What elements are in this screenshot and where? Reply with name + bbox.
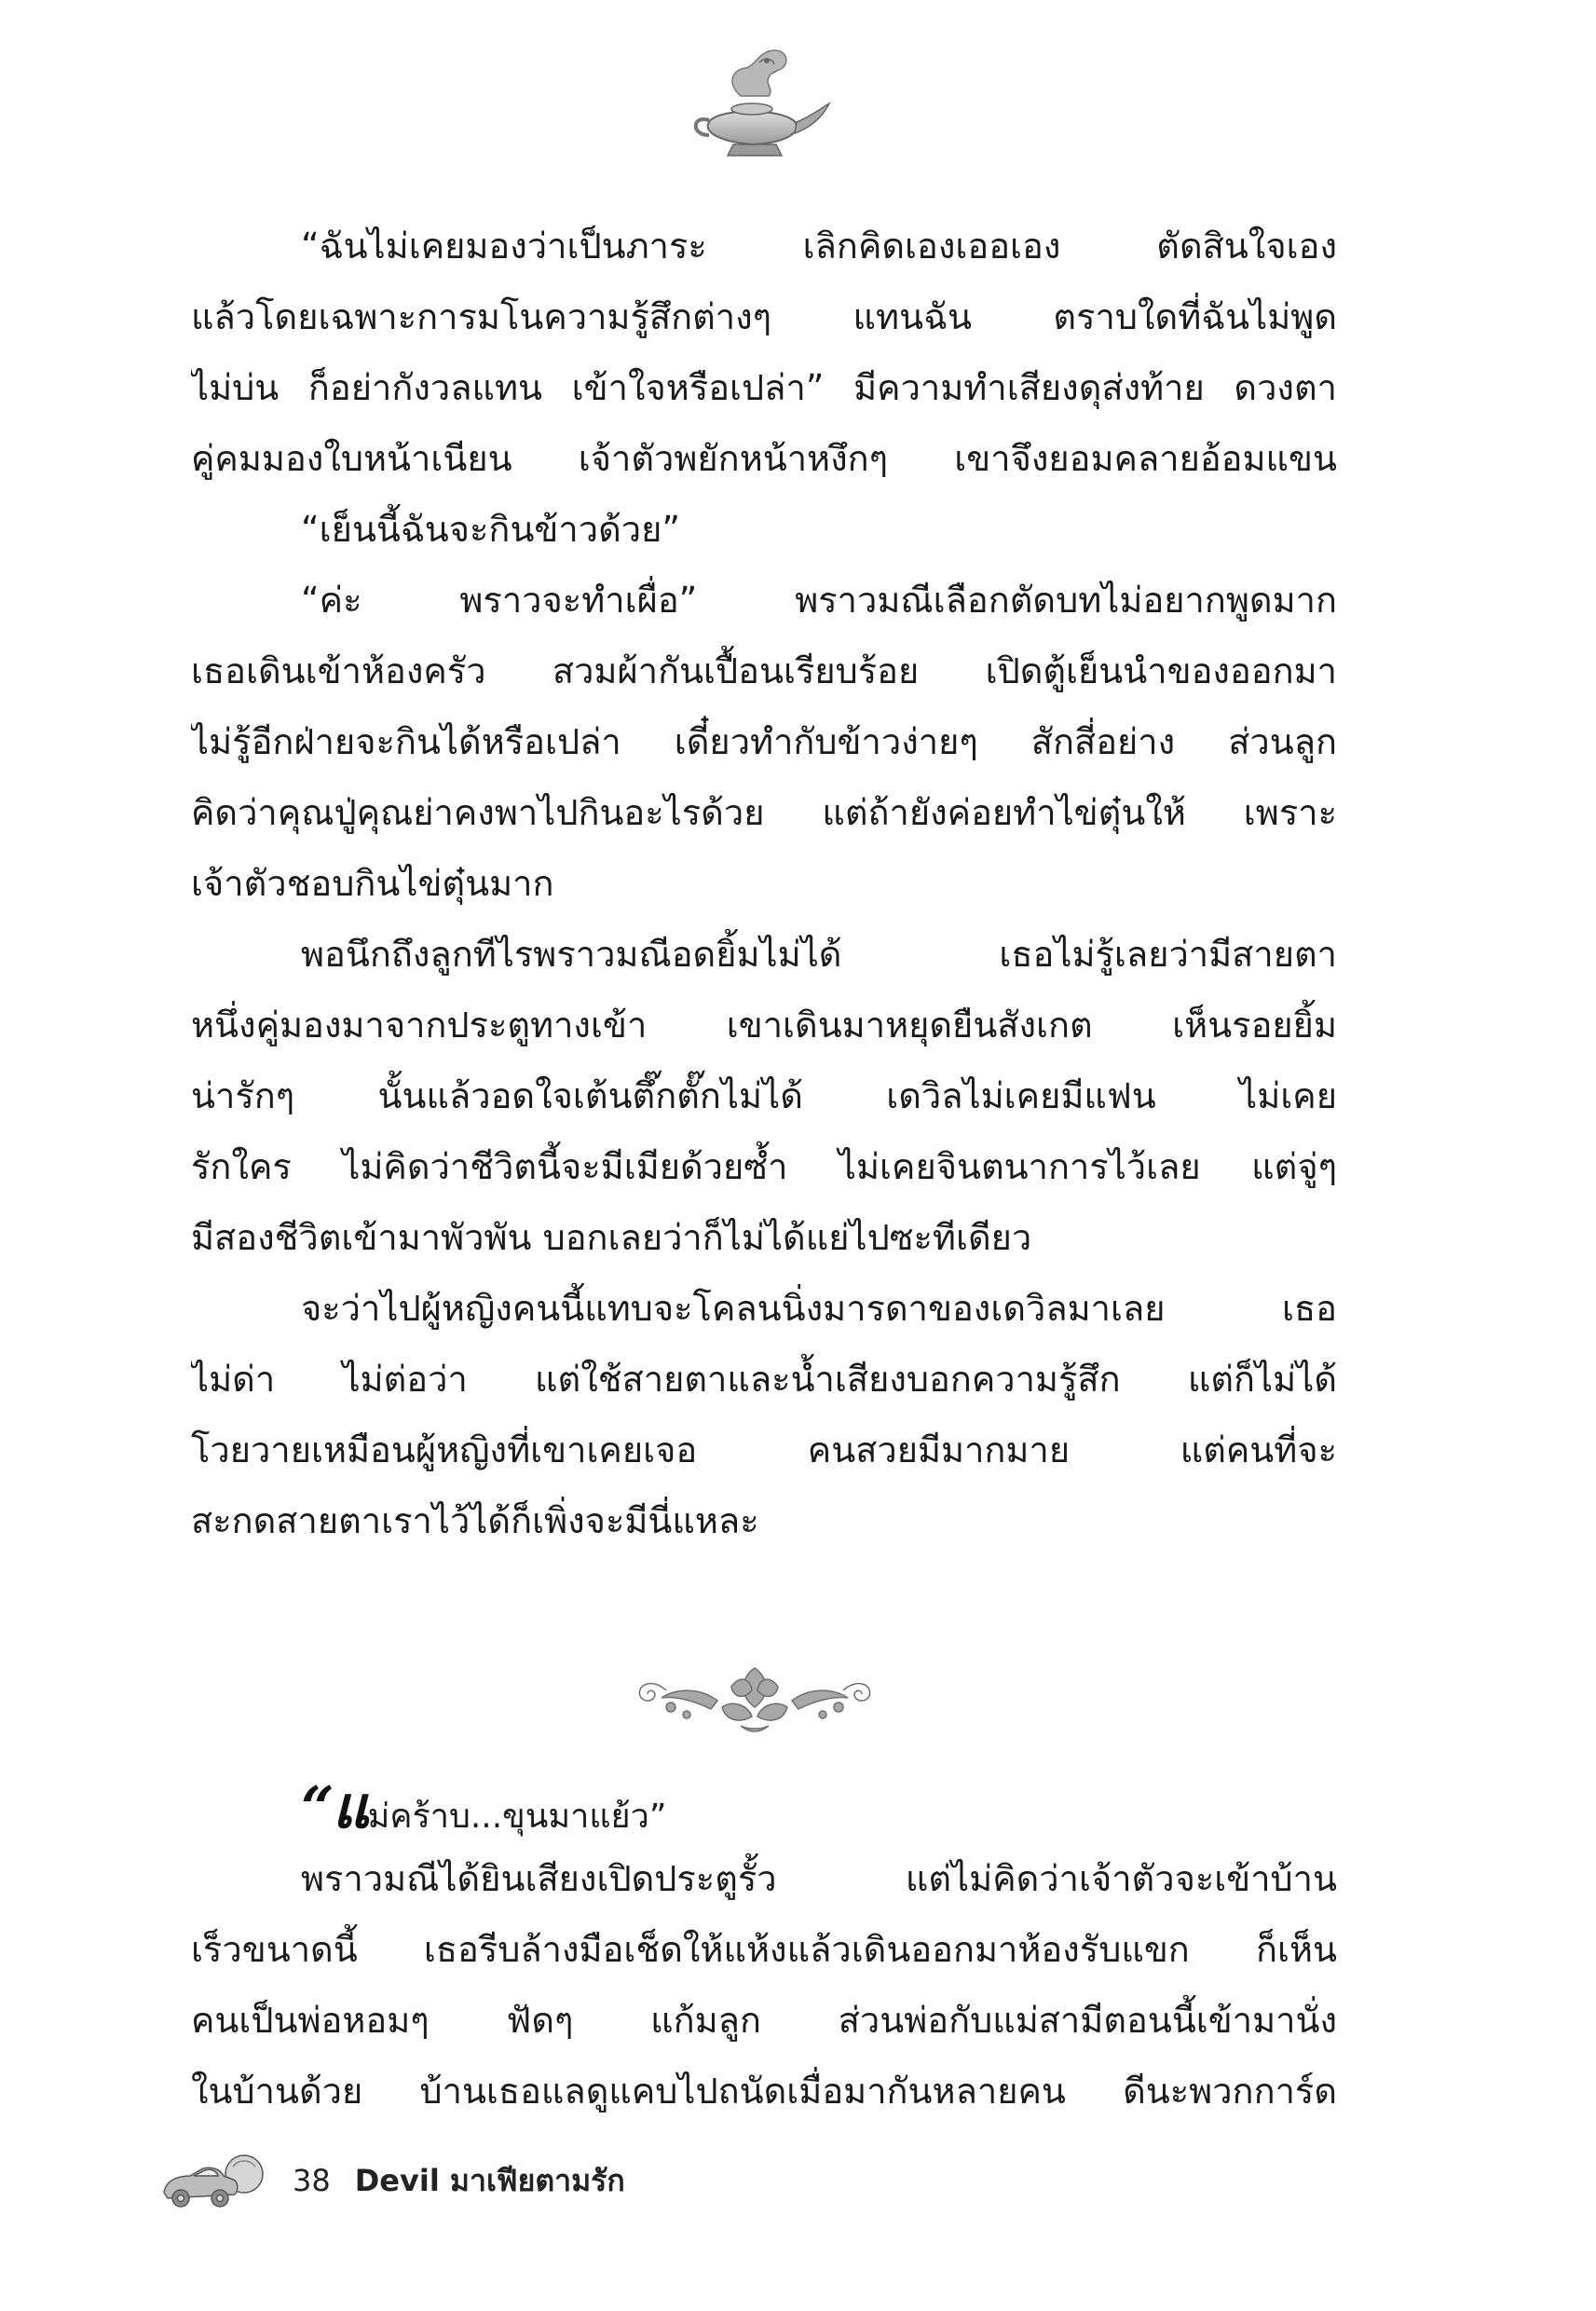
section-2-first-line <box>301 1766 667 1850</box>
section-1-text <box>191 211 1337 1556</box>
paragraph-line: หนึ่งคู่มองมาจากประตูทางเข้า เขาเดินมาหยุดยืนสังเกต เห็นรอยยิ้ม <box>191 1005 1337 1046</box>
drop-cap: “แ <box>301 1773 368 1841</box>
page-number: 38 <box>293 2163 331 2198</box>
paragraph-line: ไม่บ่น ก็อย่ากังวลแทน เข้าใจหรือเปล่า” มีความทำเสียงดุส่งท้าย ดวงตา <box>191 367 1337 408</box>
paragraph-line: ในบ้านด้วย บ้านเธอแลดูแคบไปถนัดเมื่อมากันหลายคน ดีนะพวกการ์ด <box>191 2071 1337 2112</box>
paragraph-line: เร็วขนาดนี้ เธอรีบล้างมือเช็ดให้แห้งแล้วเดินออกมาห้องรับแขก ก็เห็น <box>191 1929 1337 1970</box>
paragraph-line: โวยวายเหมือนผู้หญิงที่เขาเคยเจอ คนสวยมีมากมาย แต่คนที่จะ <box>191 1429 1337 1470</box>
page-footer <box>158 2143 625 2218</box>
paragraph-line: พราวมณีได้ยินเสียงเปิดประตูรั้ว แต่ไม่คิดว่าเจ้าตัวจะเข้าบ้าน <box>301 1858 1337 1899</box>
paragraph-line: น่ารักๆ นั้นแล้วอดใจเต้นตึ๊กตั๊กไม่ได้ เดวิลไม่เคยมีแฟน ไม่เคย <box>191 1075 1337 1116</box>
paragraph-line: คู่คมมองใบหน้าเนียน เจ้าตัวพยักหน้าหงึกๆ เขาจึงยอมคลายอ้อมแขน <box>191 438 1337 479</box>
paragraph-line: “เย็นนี้ฉันจะกินข้าวด้วย” <box>301 509 681 550</box>
floral-divider-icon <box>629 1649 880 1743</box>
paragraph-line: สะกดสายตาเราไว้ได้ก็เพิ่งจะมีนี่แหละ <box>191 1500 759 1541</box>
paragraph-line: เจ้าตัวชอบกินไข่ตุ๋นมาก <box>191 863 554 904</box>
paragraph-line: มีสองชีวิตเข้ามาพัวพัน บอกเลยว่าก็ไม่ได้แย่ไปซะทีเดียว <box>191 1217 1032 1258</box>
paragraph-line: ไม่รู้อีกฝ่ายจะกินได้หรือเปล่า เดี๋ยวทำกับข้าวง่ายๆ สักสี่อย่าง ส่วนลูก <box>191 721 1337 762</box>
paragraph-line: เธอเดินเข้าห้องครัว สวมผ้ากันเปื้อนเรียบร้อย เปิดตู้เย็นนำของออกมา <box>191 650 1337 691</box>
paragraph-line: ไม่ด่า ไม่ต่อว่า แต่ใช้สายตาและน้ำเสียงบอกความรู้สึก แต่ก็ไม่ได้ <box>191 1359 1337 1400</box>
paragraph-line: รักใคร ไม่คิดว่าชีวิตนี้จะมีเมียด้วยซ้ำ ไม่เคยจินตนาการไว้เลย แต่จู่ๆ <box>191 1146 1337 1187</box>
paragraph-line: “ค่ะ พราวจะทำเผื่อ” พราวมณีเลือกตัดบทไม่อยากพูดมาก <box>301 580 1337 621</box>
paragraph-line: แล้วโดยเฉพาะการมโนความรู้สึกต่างๆ แทนฉัน ตราบใดที่ฉันไม่พูด <box>191 296 1337 337</box>
paragraph-line: จะว่าไปผู้หญิงคนนี้แทบจะโคลนนิ่งมารดาของเดวิลมาเลย เธอ <box>301 1288 1337 1329</box>
paragraph-line: คิดว่าคุณปู่คุณย่าคงพาไปกินอะไรด้วย แต่ถ้ายังค่อยทำไข่ตุ๋นให้ เพราะ <box>191 792 1337 833</box>
first-line-text: ม่คร้าบ...ขุนมาแย้ว” <box>367 1798 667 1836</box>
toy-car-icon <box>158 2148 270 2213</box>
paragraph-line: พอนึกถึงลูกทีไรพราวมณีอดยิ้มไม่ได้ เธอไม่รู้เลยว่ามีสายตา <box>301 934 1337 975</box>
book-title: Devil มาเฟียตามรัก <box>354 2162 625 2198</box>
section-2-text <box>191 1843 1337 2126</box>
genie-lamp-icon <box>675 42 834 163</box>
paragraph-line: “ฉันไม่เคยมองว่าเป็นภาระ เลิกคิดเองเออเอง ตัดสินใจเอง <box>301 226 1337 267</box>
paragraph-line: คนเป็นพ่อหอมๆ ฟัดๆ แก้มลูก ส่วนพ่อกับแม่สามีตอนนี้เข้ามานั่ง <box>191 2000 1337 2041</box>
